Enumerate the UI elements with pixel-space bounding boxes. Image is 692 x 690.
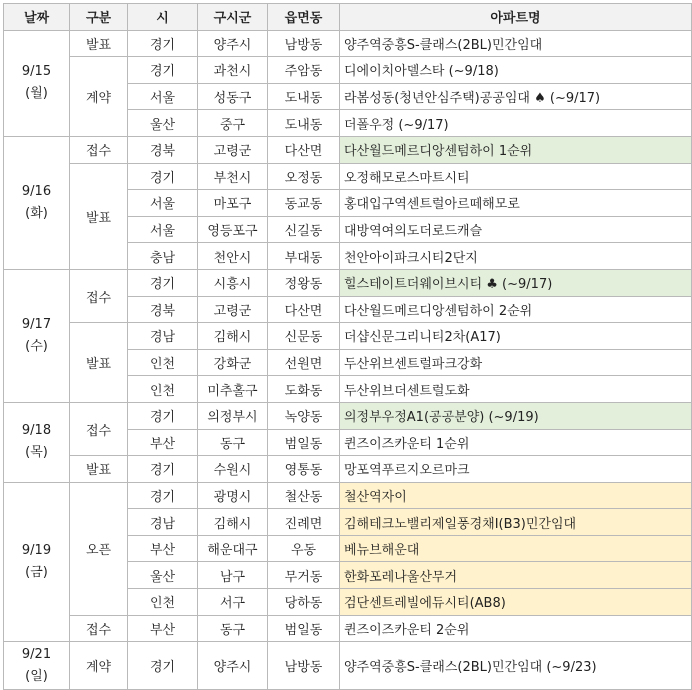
gu-cell: 양주시	[198, 30, 268, 57]
si-cell: 경기	[128, 269, 198, 296]
table-row	[4, 30, 692, 57]
gu-cell: 광명시	[198, 482, 268, 509]
si-cell: 경기	[128, 163, 198, 190]
si-cell: 인천	[128, 349, 198, 376]
apt-cell: 대방역여의도더로드캐슬	[340, 216, 692, 243]
gu-cell: 김해시	[198, 509, 268, 536]
gu-cell: 수원시	[198, 456, 268, 483]
si-cell: 경기	[128, 482, 198, 509]
si-cell: 서울	[128, 190, 198, 217]
si-cell: 경기	[128, 30, 198, 57]
gu-cell: 동구	[198, 615, 268, 642]
gu-cell: 부천시	[198, 163, 268, 190]
apt-cell: 천안아이파크시티2단지	[340, 243, 692, 270]
header-date: 날짜	[4, 4, 70, 31]
header-si: 시	[128, 4, 198, 31]
dong-cell: 오정동	[268, 163, 340, 190]
dong-cell: 남방동	[268, 30, 340, 57]
gu-cell: 양주시	[198, 642, 268, 690]
dong-cell: 선원면	[268, 349, 340, 376]
date-cell: 9/15 (월)	[4, 30, 70, 136]
dong-cell: 당하동	[268, 589, 340, 616]
header-gu: 구시군	[198, 4, 268, 31]
si-cell: 울산	[128, 562, 198, 589]
table-row	[4, 136, 692, 163]
apt-cell: 다산월드메르디앙센텀하이 2순위	[340, 296, 692, 323]
date-cell: 9/16 (화)	[4, 136, 70, 269]
dong-cell: 다산면	[268, 296, 340, 323]
date-cell: 9/21 (일)	[4, 642, 70, 690]
table-row	[4, 269, 692, 296]
category-cell: 계약	[70, 642, 128, 690]
gu-cell: 영등포구	[198, 216, 268, 243]
dong-cell: 도내동	[268, 110, 340, 137]
gu-cell: 마포구	[198, 190, 268, 217]
table-row	[4, 57, 692, 84]
table-row	[4, 615, 692, 642]
si-cell: 부산	[128, 429, 198, 456]
apt-cell: 다산월드메르디앙센텀하이 1순위	[340, 136, 692, 163]
gu-cell: 고령군	[198, 136, 268, 163]
category-cell: 발표	[70, 30, 128, 57]
dong-cell: 주암동	[268, 57, 340, 84]
apt-cell: 더폴우정 (~9/17)	[340, 110, 692, 137]
apt-cell: 한화포레나울산무거	[340, 562, 692, 589]
apt-cell: 두산위브더센트럴도화	[340, 376, 692, 403]
si-cell: 경기	[128, 402, 198, 429]
table-row	[4, 642, 692, 690]
si-cell: 울산	[128, 110, 198, 137]
dong-cell: 신길동	[268, 216, 340, 243]
apartment-schedule-table	[3, 3, 692, 690]
dong-cell: 다산면	[268, 136, 340, 163]
apt-cell: 디에이치아델스타 (~9/18)	[340, 57, 692, 84]
table-row	[4, 402, 692, 429]
date-cell: 9/19 (금)	[4, 482, 70, 642]
si-cell: 경기	[128, 57, 198, 84]
apt-cell: 망포역푸르지오르마크	[340, 456, 692, 483]
dong-cell: 부대동	[268, 243, 340, 270]
apt-cell: 라봄성동(청년안심주택)공공임대 ♠ (~9/17)	[340, 83, 692, 110]
si-cell: 경북	[128, 136, 198, 163]
header-category: 구분	[70, 4, 128, 31]
si-cell: 경북	[128, 296, 198, 323]
apt-cell: 의정부우정A1(공공분양) (~9/19)	[340, 402, 692, 429]
si-cell: 부산	[128, 615, 198, 642]
dong-cell: 우동	[268, 535, 340, 562]
apt-cell: 베뉴브해운대	[340, 535, 692, 562]
dong-cell: 신문동	[268, 323, 340, 350]
header-row	[4, 4, 692, 31]
si-cell: 경기	[128, 456, 198, 483]
gu-cell: 고령군	[198, 296, 268, 323]
apt-cell: 홍대입구역센트럴아르떼해모로	[340, 190, 692, 217]
gu-cell: 중구	[198, 110, 268, 137]
gu-cell: 과천시	[198, 57, 268, 84]
dong-cell: 도화동	[268, 376, 340, 403]
si-cell: 인천	[128, 376, 198, 403]
gu-cell: 천안시	[198, 243, 268, 270]
gu-cell: 의정부시	[198, 402, 268, 429]
apt-cell: 양주역중흥S-클래스(2BL)민간임대	[340, 30, 692, 57]
dong-cell: 영통동	[268, 456, 340, 483]
dong-cell: 범일동	[268, 429, 340, 456]
dong-cell: 무거동	[268, 562, 340, 589]
category-cell: 접수	[70, 615, 128, 642]
apt-cell: 김해테크노밸리제일풍경채Ⅰ(B3)민간임대	[340, 509, 692, 536]
si-cell: 부산	[128, 535, 198, 562]
header-dong: 읍면동	[268, 4, 340, 31]
dong-cell: 도내동	[268, 83, 340, 110]
apt-cell: 두산위브센트럴파크강화	[340, 349, 692, 376]
dong-cell: 범일동	[268, 615, 340, 642]
gu-cell: 시흥시	[198, 269, 268, 296]
category-cell: 접수	[70, 402, 128, 455]
date-cell: 9/17 (수)	[4, 269, 70, 402]
dong-cell: 남방동	[268, 642, 340, 690]
gu-cell: 성동구	[198, 83, 268, 110]
gu-cell: 강화군	[198, 349, 268, 376]
si-cell: 인천	[128, 589, 198, 616]
si-cell: 경기	[128, 642, 198, 690]
gu-cell: 서구	[198, 589, 268, 616]
apt-cell: 양주역중흥S-클래스(2BL)민간임대 (~9/23)	[340, 642, 692, 690]
category-cell: 접수	[70, 136, 128, 163]
si-cell: 서울	[128, 83, 198, 110]
gu-cell: 남구	[198, 562, 268, 589]
category-cell: 계약	[70, 57, 128, 137]
table-row	[4, 456, 692, 483]
dong-cell: 정왕동	[268, 269, 340, 296]
category-cell: 발표	[70, 323, 128, 403]
gu-cell: 김해시	[198, 323, 268, 350]
apt-cell: 더샵신문그리니티2차(A17)	[340, 323, 692, 350]
apt-cell: 퀸즈이즈카운티 1순위	[340, 429, 692, 456]
apt-cell: 검단센트레빌에듀시티(AB8)	[340, 589, 692, 616]
gu-cell: 미추홀구	[198, 376, 268, 403]
category-cell: 발표	[70, 456, 128, 483]
si-cell: 충남	[128, 243, 198, 270]
si-cell: 경남	[128, 323, 198, 350]
dong-cell: 녹양동	[268, 402, 340, 429]
category-cell: 발표	[70, 163, 128, 269]
gu-cell: 해운대구	[198, 535, 268, 562]
category-cell: 접수	[70, 269, 128, 322]
table-row	[4, 482, 692, 509]
category-cell: 오픈	[70, 482, 128, 615]
apt-cell: 철산역자이	[340, 482, 692, 509]
dong-cell: 철산동	[268, 482, 340, 509]
table-row	[4, 163, 692, 190]
si-cell: 서울	[128, 216, 198, 243]
header-apt-name: 아파트명	[340, 4, 692, 31]
apt-cell: 오정해모로스마트시티	[340, 163, 692, 190]
gu-cell: 동구	[198, 429, 268, 456]
dong-cell: 진례면	[268, 509, 340, 536]
table-row	[4, 323, 692, 350]
apt-cell: 퀸즈이즈카운티 2순위	[340, 615, 692, 642]
dong-cell: 동교동	[268, 190, 340, 217]
date-cell: 9/18 (목)	[4, 402, 70, 482]
si-cell: 경남	[128, 509, 198, 536]
apt-cell: 힐스테이트더웨이브시티 ♣ (~9/17)	[340, 269, 692, 296]
